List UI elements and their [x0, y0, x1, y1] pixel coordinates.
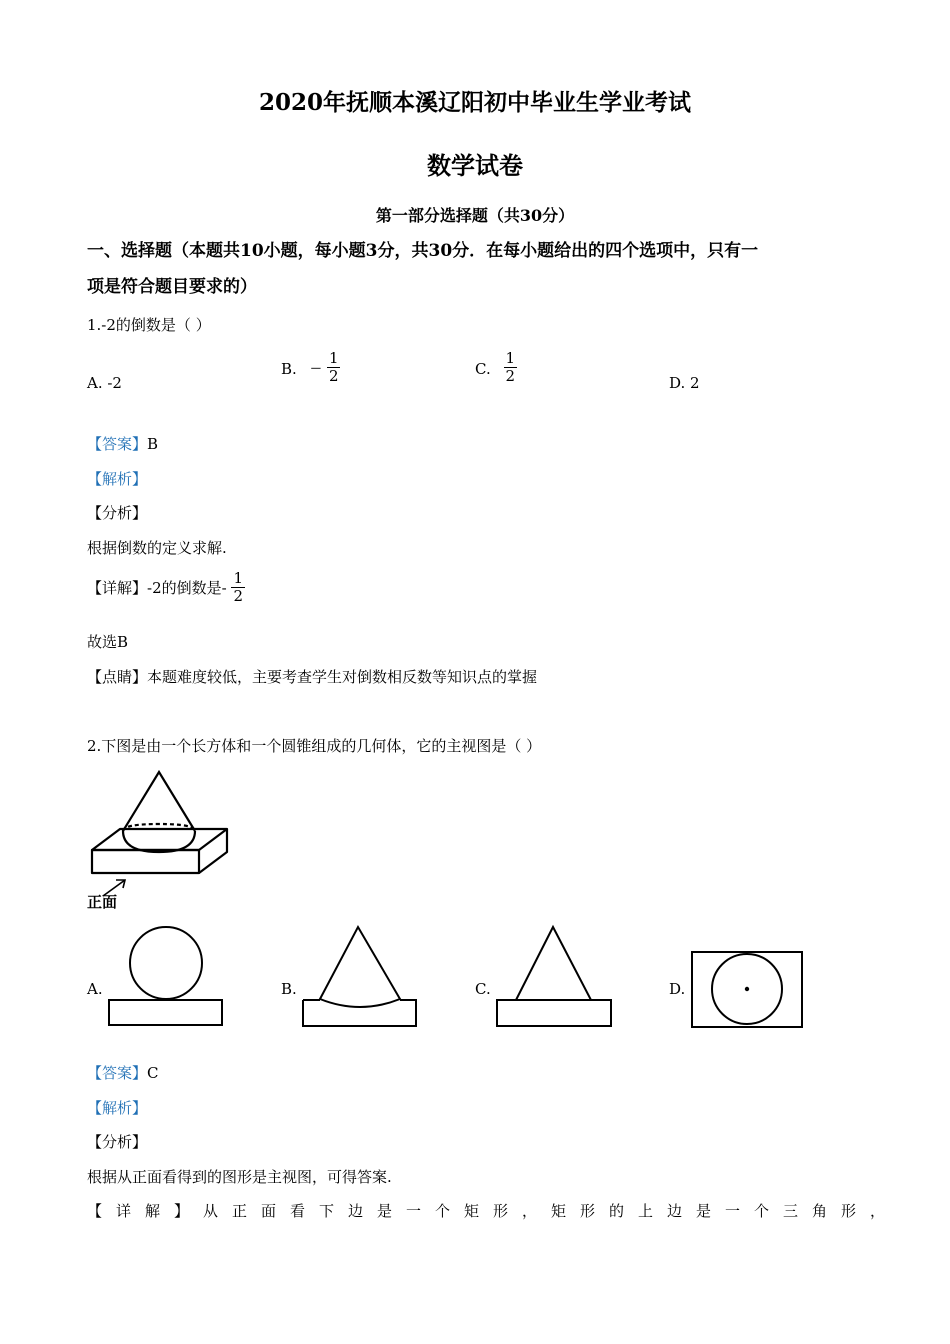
q1-option-c-label: C.	[475, 359, 491, 378]
q1-option-d: D. 2	[669, 374, 700, 392]
q1-option-c-numerator: 1	[505, 349, 516, 367]
q1-option-c-denominator: 2	[505, 367, 516, 385]
q1-answer	[87, 433, 158, 454]
rectangle-shape	[497, 1000, 611, 1026]
q1-detail-tag: 【详解】	[87, 579, 148, 597]
q1-option-c	[475, 350, 517, 385]
q2-option-b-figure	[300, 925, 420, 1030]
q2-option-a-figure	[106, 925, 226, 1030]
triangle-shape	[516, 927, 591, 1000]
q1-comment	[87, 666, 537, 687]
part-title: 第一部分选择题（共30分）	[375, 206, 575, 225]
q1-fenxi-tag: 【分析】	[87, 504, 148, 522]
q2-stem: 2.下图是由一个长方体和一个圆锥组成的几何体，它的主视图是（ ）	[87, 737, 542, 755]
q2-answer	[87, 1062, 159, 1083]
q2-fenxi-tag: 【分析】	[87, 1133, 148, 1151]
q2-option-c-figure	[494, 925, 614, 1030]
q1-answer-value: B	[147, 435, 159, 453]
q2-detail-tag: 【详解】	[87, 1202, 204, 1220]
q2-option-d-figure	[688, 925, 808, 1030]
q2-option-d-label: D.	[669, 980, 686, 998]
q1-comment-tag: 【点睛】	[87, 668, 148, 686]
q1-answer-tag: 【答案】	[87, 435, 148, 453]
q1-detail-denominator: 2	[233, 587, 244, 605]
q1-option-b-label: B.	[281, 359, 297, 378]
subject-title: 数学试卷	[427, 151, 523, 180]
section-heading-line1: 一、选择题（本题共10小题，每小题3分，共30分．在每小题给出的四个选项中，只有一	[87, 241, 759, 261]
exam-title: 2020年抚顺本溪辽阳初中毕业生学业考试	[258, 89, 691, 116]
q1-conclusion: 故选B	[87, 633, 129, 651]
q2-fenxi-text: 根据从正面看得到的图形是主视图，可得答案.	[87, 1168, 392, 1186]
rectangle-shape	[109, 1000, 222, 1025]
circle-shape	[130, 927, 202, 999]
q1-detail-numerator: 1	[233, 569, 244, 587]
q2-detail-text: 从正面看下边是一个矩形，矩形的上边是一个三角形，	[203, 1202, 900, 1220]
base-rectangle-shape	[303, 1000, 416, 1026]
q1-jiexi-tag: 【解析】	[87, 470, 148, 488]
q1-detail-fraction	[231, 570, 245, 605]
q2-detail	[87, 1200, 899, 1221]
section-heading-line2: 项是符合题目要求的）	[87, 277, 257, 297]
q2-option-c-label: C.	[475, 980, 491, 998]
q2-answer-value: C	[147, 1064, 159, 1082]
q2-option-a-label: A.	[87, 980, 103, 998]
q1-option-b-numerator: 1	[328, 349, 339, 367]
front-label: 正面	[87, 893, 118, 911]
q1-comment-text: 本题难度较低，主要考查学生对倒数相反数等知识点的掌握	[147, 668, 538, 686]
q1-option-b-denominator: 2	[328, 367, 339, 385]
q1-option-c-fraction	[504, 350, 518, 385]
q1-option-b-minus: −	[309, 358, 323, 377]
q1-option-b-fraction	[327, 350, 341, 385]
q2-jiexi-tag: 【解析】	[87, 1099, 148, 1117]
q1-option-b	[281, 350, 340, 385]
q1-detail-text: -2的倒数是-	[147, 579, 227, 597]
q1-stem: 1.-2的倒数是（ ）	[87, 316, 211, 334]
q1-detail	[87, 570, 245, 605]
center-dot	[745, 987, 749, 991]
q1-option-a: A. -2	[87, 374, 122, 392]
cone-with-curve-shape	[320, 927, 400, 1007]
cone	[123, 772, 195, 852]
q2-option-b-label: B.	[281, 980, 297, 998]
q1-fenxi-text: 根据倒数的定义求解.	[87, 539, 227, 557]
q2-answer-tag: 【答案】	[87, 1064, 148, 1082]
